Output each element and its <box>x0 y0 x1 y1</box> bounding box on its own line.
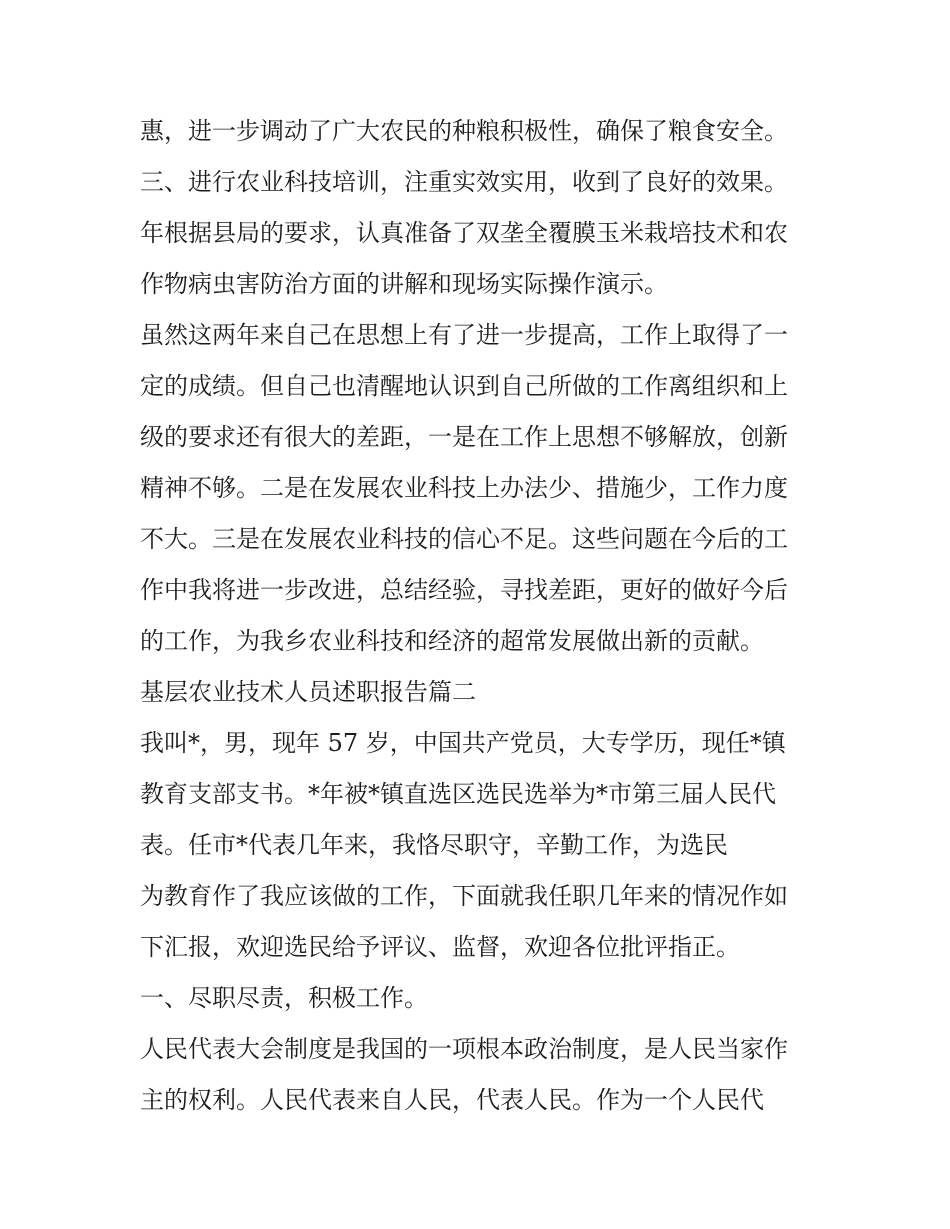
document-body <box>140 106 830 1126</box>
text-line: 年根据县局的要求，认真准备了双垄全覆膜玉米栽培技术和农 <box>140 219 788 247</box>
text-line: 的工作，为我乡农业科技和经济的超常发展做出新的贡献。 <box>140 627 764 655</box>
text-line: 表。任市*代表几年来，我恪尽职守，辛勤工作，为选民 <box>140 831 728 859</box>
text-line: 为教育作了我应该做的工作，下面就我任职几年来的情况作如 <box>140 882 788 910</box>
text-line: 教育支部支书。*年被*镇直选区选民选举为*市第三届人民代 <box>140 780 776 808</box>
text-line: 主的权利。人民代表来自人民，代表人民。作为一个人民代 <box>140 1086 764 1114</box>
section-heading: 基层农业技术人员述职报告篇二 <box>140 678 476 706</box>
text-line: 下汇报，欢迎选民给予评议、监督，欢迎各位批评指正。 <box>140 933 740 961</box>
text-line: 虽然这两年来自己在思想上有了进一步提高，工作上取得了一 <box>140 321 788 349</box>
text-line: 我叫*，男，现年 57 岁，中国共产党员，大专学历，现任*镇 <box>140 729 786 757</box>
text-line: 定的成绩。但自己也清醒地认识到自己所做的工作离组织和上 <box>140 372 788 400</box>
text-line: 作中我将进一步改进，总结经验，寻找差距，更好的做好今后 <box>140 576 788 604</box>
text-line: 精神不够。二是在发展农业科技上办法少、措施少，工作力度 <box>140 474 788 502</box>
text-line: 作物病虫害防治方面的讲解和现场实际操作演示。 <box>140 270 668 298</box>
subsection-heading: 一、尽职尽责，积极工作。 <box>140 984 428 1012</box>
text-line: 三、进行农业科技培训，注重实效实用，收到了良好的效果。 <box>140 168 788 196</box>
text-line: 级的要求还有很大的差距，一是在工作上思想不够解放，创新 <box>140 423 788 451</box>
text-line: 不大。三是在发展农业科技的信心不足。这些问题在今后的工 <box>140 525 788 553</box>
text-line: 惠，进一步调动了广大农民的种粮积极性，确保了粮食安全。 <box>140 117 788 145</box>
text-line: 人民代表大会制度是我国的一项根本政治制度，是人民当家作 <box>140 1035 788 1063</box>
